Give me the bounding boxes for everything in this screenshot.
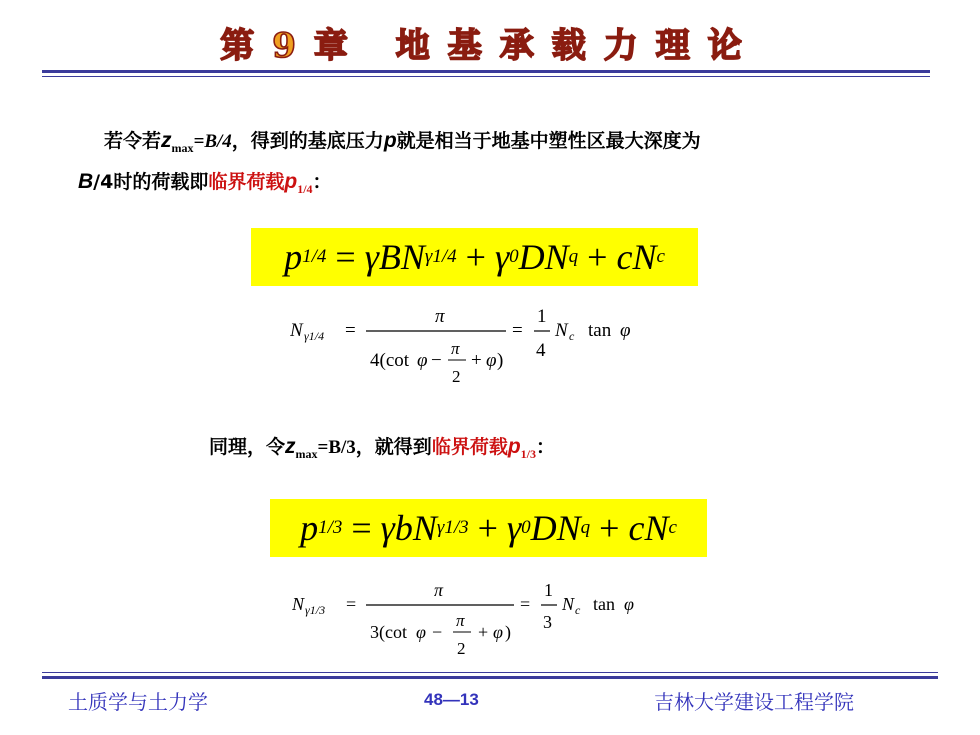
svg-text:): ) [497, 350, 504, 371]
svg-text:c: c [569, 329, 575, 343]
p-quarter-var: p [284, 169, 298, 193]
intro-tail: 就是相当于地基中塑性区最大深度为 [396, 130, 701, 152]
intro-end: ： [312, 170, 332, 193]
d1-lhs-sub: γ1/4 [304, 329, 325, 343]
footer-page-number: 48—13 [424, 690, 479, 709]
svg-text:π: π [434, 580, 444, 600]
l2-lead: 同理，令 [209, 436, 286, 458]
svg-text:=: = [345, 320, 356, 341]
intro-line2: /4时的荷载即 [93, 170, 209, 193]
svg-text:=: = [512, 320, 523, 341]
svg-text:φ: φ [417, 350, 428, 371]
derivation-n-gamma-third [292, 580, 672, 670]
svg-text:=: = [346, 594, 357, 614]
svg-text:φ: φ [620, 320, 631, 341]
b-var: B [78, 169, 94, 193]
svg-text:N: N [555, 320, 568, 341]
svg-text:−: − [432, 622, 443, 642]
f2-ngamma-sub: γ1/3 [436, 517, 469, 538]
footer-course: 土质学与土力学 [68, 690, 208, 714]
svg-text:φ: φ [416, 622, 426, 642]
l2-eq: =B/3 [317, 437, 356, 458]
svg-text:π: π [435, 306, 445, 327]
svg-text:2: 2 [452, 367, 461, 386]
svg-text:+: + [478, 622, 489, 642]
intro-paragraph [78, 124, 908, 206]
footer-rule-thin [42, 672, 938, 673]
svg-text:N: N [290, 320, 303, 341]
d1-den-coeff: 4(cot [370, 350, 410, 371]
f1-nc-sub: c [656, 246, 665, 267]
max-sub: max [171, 140, 194, 155]
slide-title: 第9章 地基承载力理论 [220, 26, 760, 66]
f1-nq-sub: q [568, 246, 579, 267]
critical-load-label: 临界荷载 [208, 170, 285, 193]
p-quarter-sub: 1/4 [297, 181, 313, 196]
svg-text:π: π [451, 339, 460, 358]
intro-lead: 若令若 [104, 130, 162, 152]
svg-text:2: 2 [457, 639, 466, 658]
f2-p-sub: 1/3 [318, 517, 343, 538]
title-rule-thin [42, 76, 930, 77]
svg-text:−: − [431, 350, 442, 371]
footer-rule-thick [42, 676, 938, 679]
l2-end: ： [536, 436, 556, 458]
f1-ngamma-sub: γ1/4 [424, 246, 457, 267]
l2-z-var: z [285, 435, 296, 458]
d1-rhs-den: 4 [536, 340, 546, 361]
f2-nc-sub: c [668, 517, 677, 538]
svg-text:1: 1 [537, 306, 547, 327]
intro-eq: =B/4 [193, 131, 232, 152]
formula-p-quarter: p 1/4 = γBN γ1/4 + γ 0 DN q + cN c [251, 228, 698, 286]
second-line [209, 432, 555, 462]
l2-p-var: p [507, 435, 521, 458]
d2-lhs-sub: γ1/3 [305, 603, 326, 617]
l2-mid: ，就得到 [355, 436, 432, 458]
svg-text:+: + [471, 350, 482, 371]
f2-nq-sub: q [580, 517, 591, 538]
f1-p-sub: 1/4 [302, 246, 327, 267]
footer-institution: 吉林大学建设工程学院 [654, 690, 854, 714]
z-var: z [161, 129, 172, 152]
svg-text:N: N [292, 594, 305, 614]
svg-text:): ) [505, 622, 511, 642]
svg-text:π: π [456, 611, 465, 630]
l2-max-sub: max [295, 446, 318, 461]
svg-text:N: N [562, 594, 575, 614]
formula-p-third: p 1/3 = γbN γ1/3 + γ 0 DN q + cN c [270, 499, 707, 557]
svg-text:=: = [520, 594, 531, 614]
l2-p-sub: 1/3 [520, 446, 536, 461]
l2-critical-load-label: 临界荷载 [431, 436, 508, 458]
svg-text:φ: φ [493, 622, 503, 642]
derivation-n-gamma-quarter [290, 300, 670, 400]
f2-gamma0-sub: 0 [521, 517, 531, 538]
title-rule-thick [42, 70, 930, 73]
svg-text:tan: tan [588, 320, 612, 341]
intro-mid: ，得到的基底压力 [231, 130, 384, 152]
svg-text:tan: tan [593, 594, 615, 614]
f1-gamma0-sub: 0 [509, 246, 519, 267]
d2-den-coeff: 3(cot [370, 622, 407, 642]
svg-text:φ: φ [624, 594, 634, 614]
p-var: p [383, 129, 397, 152]
svg-text:φ: φ [486, 350, 497, 371]
svg-text:c: c [575, 603, 581, 617]
d2-rhs-den: 3 [543, 612, 552, 632]
svg-text:1: 1 [544, 580, 553, 600]
